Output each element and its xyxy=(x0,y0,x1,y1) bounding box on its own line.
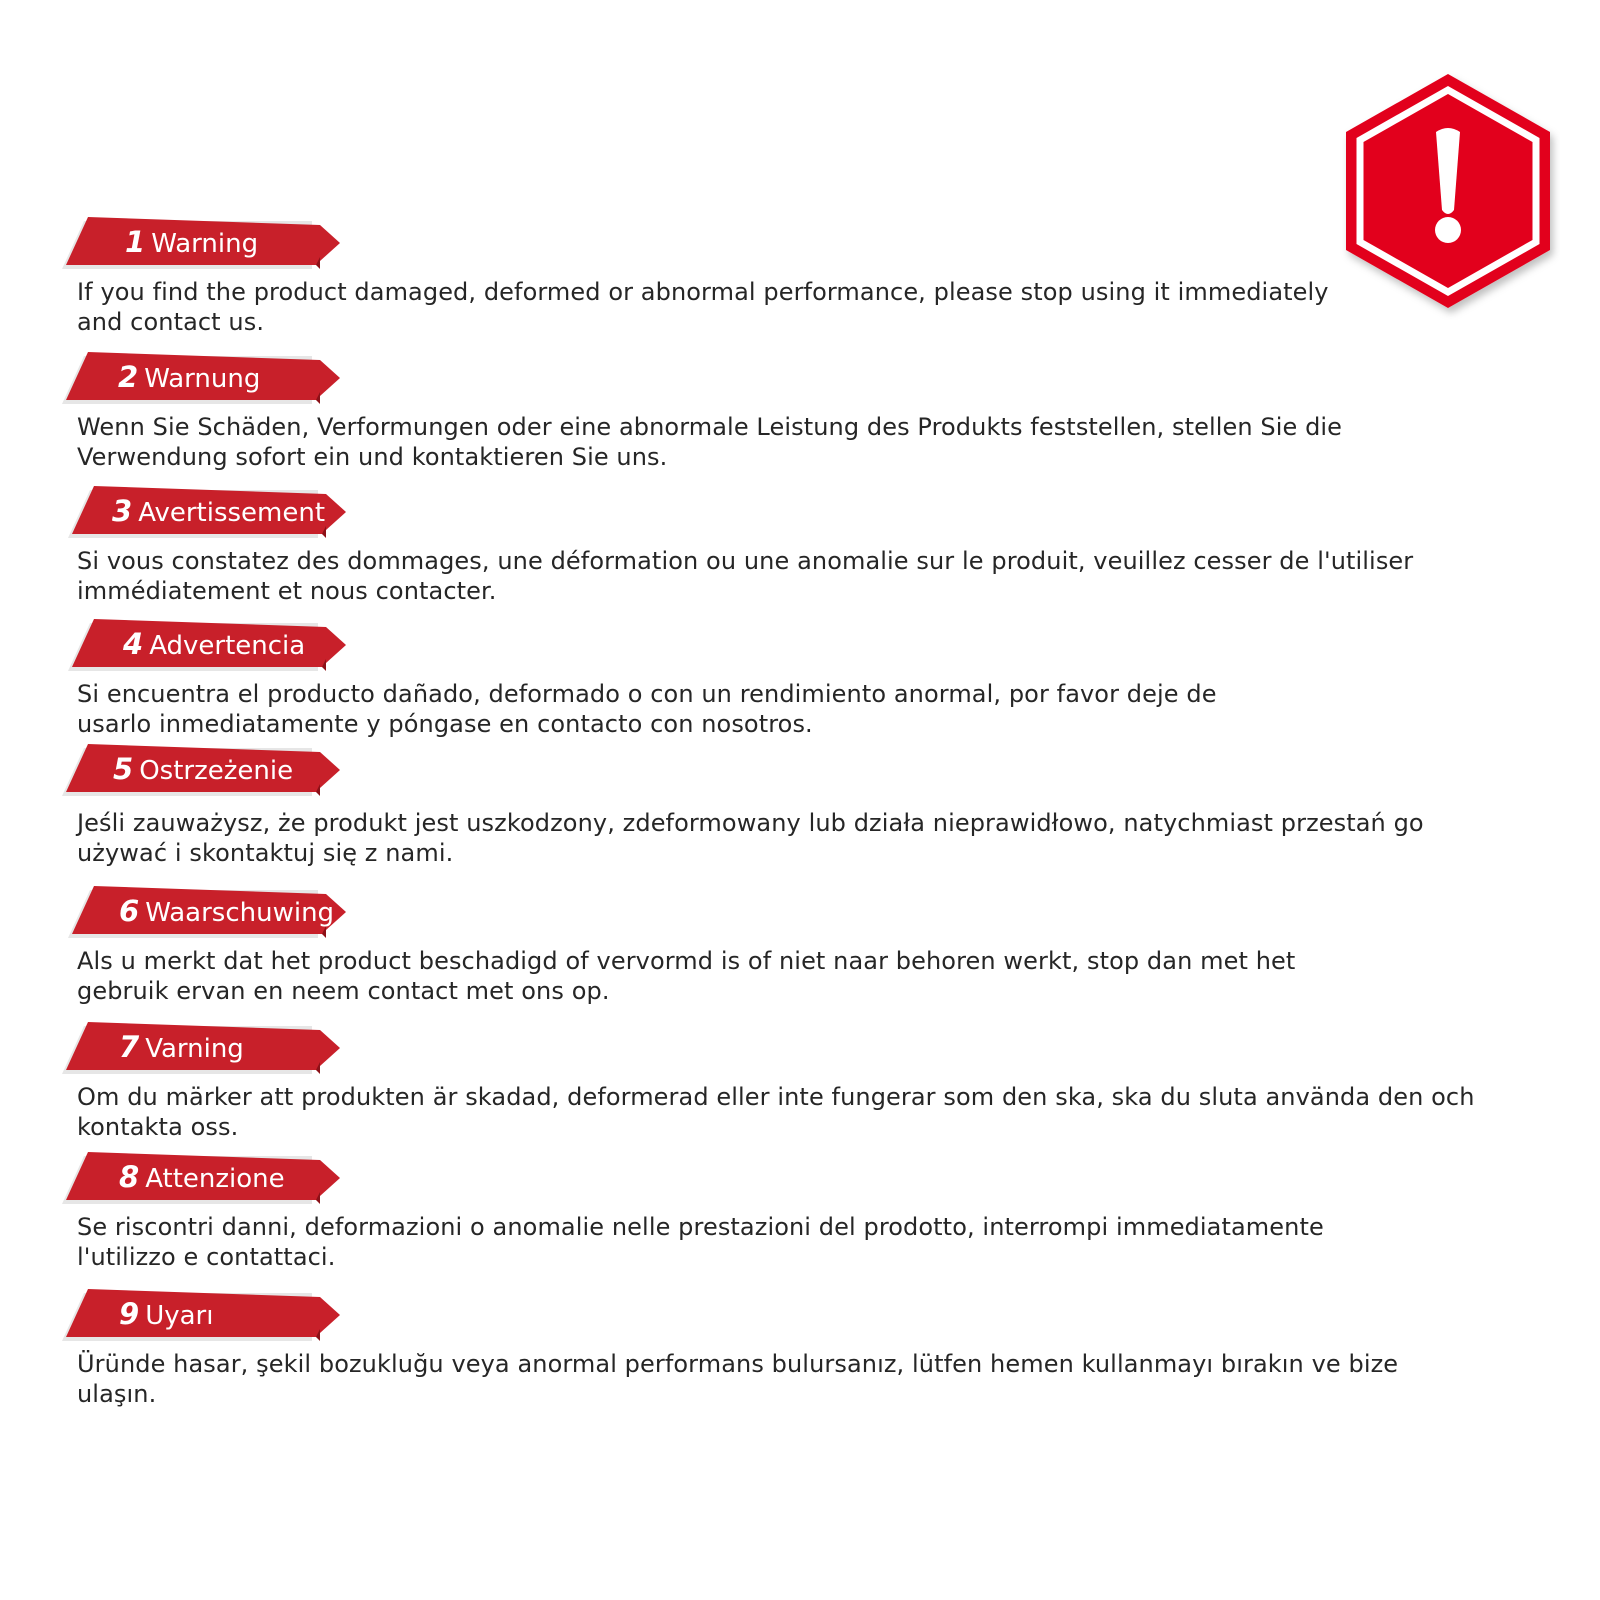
section-number: 2 xyxy=(118,360,139,394)
warning-section xyxy=(0,484,1600,614)
warning-text: Üründe hasar, şekil bozukluğu veya anormal performans bulursanız, lütfen hemen kullanmayı bırakın ve bize ulaşın. xyxy=(77,1350,1399,1408)
warning-text: Om du märker att produkten är skadad, deformerad eller inte fungerar som den ska, ska du sluta använda den och kontakta oss. xyxy=(77,1083,1475,1141)
warning-section xyxy=(0,350,1600,480)
section-number: 9 xyxy=(119,1297,140,1331)
section-title: Attenzione xyxy=(145,1164,285,1194)
section-title: Ostrzeżenie xyxy=(139,756,294,786)
warning-section xyxy=(0,617,1600,747)
warning-banner xyxy=(64,617,364,673)
section-title: Warning xyxy=(151,229,259,259)
section-title: Advertencia xyxy=(149,631,306,661)
section-number: 8 xyxy=(119,1160,140,1194)
warning-banner-label xyxy=(123,626,305,662)
warning-banner xyxy=(64,484,364,540)
warning-section xyxy=(0,1150,1600,1280)
warning-banner xyxy=(58,1150,358,1206)
section-number: 3 xyxy=(112,494,133,528)
warning-text: If you find the product damaged, deformed or abnormal performance, please stop using it immediately and contact us. xyxy=(77,278,1329,336)
warning-banner-label xyxy=(112,493,325,529)
section-number: 6 xyxy=(119,894,140,928)
warning-banner-label xyxy=(113,751,293,787)
section-title: Uyarı xyxy=(145,1301,214,1331)
section-title: Warnung xyxy=(144,364,261,394)
warning-banner xyxy=(58,215,358,271)
section-title: Waarschuwing xyxy=(145,898,335,928)
warning-section xyxy=(0,1020,1600,1150)
warning-banner xyxy=(58,742,358,798)
section-number: 7 xyxy=(119,1030,140,1064)
warning-section xyxy=(0,1287,1600,1417)
section-title: Varning xyxy=(145,1034,244,1064)
warning-banner xyxy=(58,1020,358,1076)
warning-text: Wenn Sie Schäden, Verformungen oder eine abnormale Leistung des Produkts feststellen, stellen Sie die Verwendung sofort ein und kontaktieren Sie uns. xyxy=(77,413,1343,471)
warning-text: Als u merkt dat het product beschadigd of vervormd is of niet naar behoren werkt, stop dan met het gebruik ervan en neem contact met ons op. xyxy=(77,947,1296,1005)
section-number: 4 xyxy=(123,627,144,661)
warning-banner-label xyxy=(119,1296,213,1332)
section-title: Avertissement xyxy=(138,498,326,528)
warning-section xyxy=(0,884,1600,1014)
warning-section xyxy=(0,215,1600,345)
section-number: 5 xyxy=(113,752,134,786)
warning-banner-label xyxy=(119,893,334,929)
warning-banner-label xyxy=(118,359,260,395)
warning-banner-label xyxy=(125,224,258,260)
warning-text: Se riscontri danni, deformazioni o anomalie nelle prestazioni del prodotto, interrompi immediatamente l'utilizzo e contattaci. xyxy=(77,1213,1324,1271)
warning-banner-label xyxy=(119,1159,285,1195)
warning-banner-label xyxy=(119,1029,244,1065)
warning-banner xyxy=(58,1287,358,1343)
warning-text: Si vous constatez des dommages, une déformation ou une anomalie sur le produit, veuillez cesser de l'utiliser immédiatement et nous contacter. xyxy=(77,547,1414,605)
warning-banner xyxy=(64,884,364,940)
warning-text: Jeśli zauważysz, że produkt jest uszkodzony, zdeformowany lub działa nieprawidłowo, natychmiast przestań go używać i skontaktuj się z nami. xyxy=(77,809,1424,867)
warning-banner xyxy=(58,350,358,406)
warning-section xyxy=(0,742,1600,872)
warning-text: Si encuentra el producto dañado, deformado o con un rendimiento anormal, por favor deje de usarlo inmediatamente y póngase en contacto con nosotros. xyxy=(77,680,1217,738)
section-number: 1 xyxy=(125,225,146,259)
